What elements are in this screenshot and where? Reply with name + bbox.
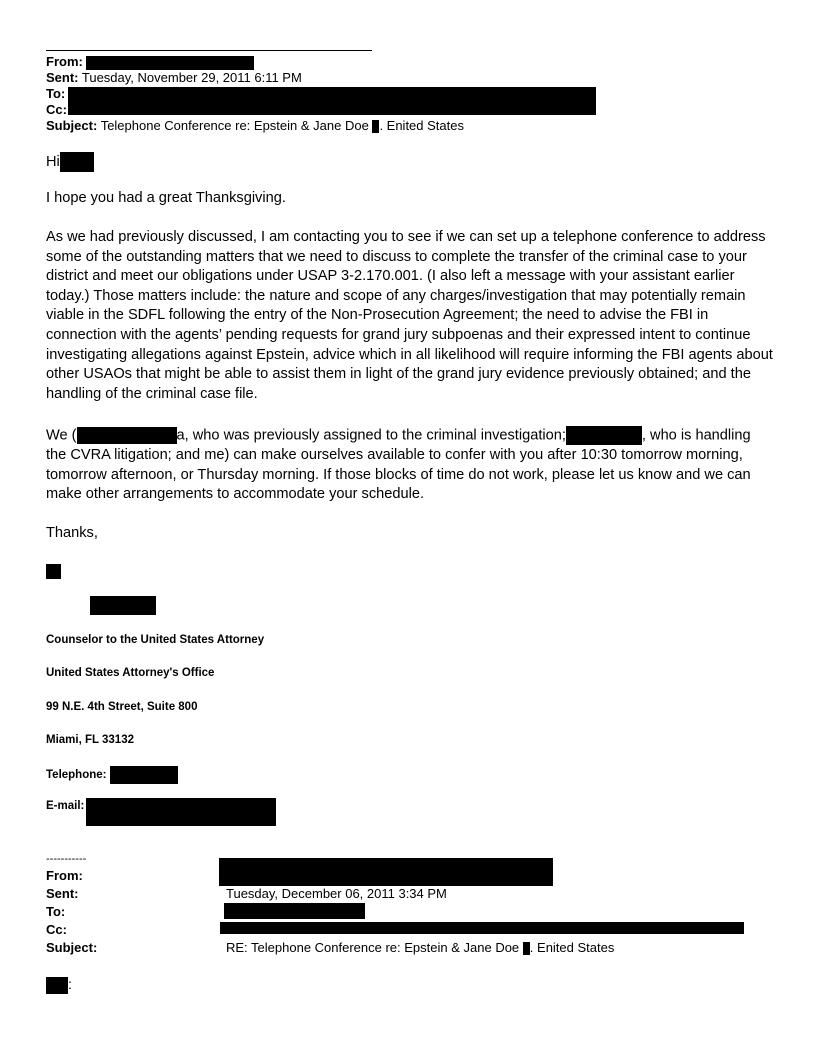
- signature-email: E-mail:: [46, 800, 85, 812]
- redaction: [86, 56, 254, 70]
- signature-title: Counselor to the United States Attorney: [46, 634, 265, 646]
- redaction: [60, 152, 94, 172]
- redaction: [224, 903, 365, 919]
- redaction: [90, 596, 156, 615]
- subject-text: RE: Telephone Conference re: Epstein & Jane Doe . Enited States: [226, 940, 615, 955]
- subject-label: Subject:: [46, 118, 98, 133]
- redaction: [110, 766, 178, 784]
- subject-text: Telephone Conference re: Epstein & Jane Doe: [100, 118, 369, 133]
- subject-label: Subject:: [46, 940, 98, 955]
- sent-label: Sent:: [46, 886, 79, 901]
- email1-from-row: [46, 54, 254, 70]
- from-label: From:: [46, 54, 83, 69]
- paragraph-1: I hope you had a great Thanksgiving.: [46, 190, 286, 206]
- redaction: [68, 87, 596, 115]
- redaction: [86, 798, 276, 826]
- greeting: Hi: [46, 152, 774, 172]
- redaction: [220, 922, 744, 934]
- redaction: [46, 564, 61, 579]
- email1-sent-row: [46, 70, 302, 86]
- signature-city: Miami, FL 33132: [46, 734, 134, 746]
- from-label: From:: [46, 868, 83, 883]
- redaction: [219, 858, 553, 886]
- paragraph-2: As we had previously discussed, I am contacting you to see if we can set up a telephone conference to address some of the outstanding matters that we need to discuss to complete the transfer of the criminal case to your district and meet our obligations under USAP 3-2.170.001. (I also left a message with your assistant earlier today.) Those matters include: the nature and scope of any charges/investigation that may potentially remain viable in the SDFL following the entry of the Non-Prosecution Agreement; the need to advise the FBI in connection with the agents’ pending requests for grand jury subpoenas and their expressed intent to continue investigating allegations against Epstein, advice which in all likelihood will require informing the FBI agents about other USAOs that might be able to assist them in light of the grand jury evidence previously obtained; and the handling of the criminal case file.: [46, 229, 773, 402]
- cc-label: Cc:: [46, 922, 67, 937]
- email1-cc-row: [46, 102, 67, 118]
- sent-value: Tuesday, November 29, 2011 6:11 PM: [81, 70, 302, 85]
- header-rule: [46, 50, 372, 51]
- signature-telephone: Telephone:: [46, 766, 178, 784]
- sent-value: Tuesday, December 06, 2011 3:34 PM: [226, 886, 447, 901]
- redaction: [46, 977, 68, 994]
- to-label: To:: [46, 86, 66, 101]
- sent-label: Sent:: [46, 70, 79, 85]
- separator: -----------: [46, 853, 87, 865]
- email1-to-row: [46, 86, 65, 102]
- subject-text-tail: . Enited States: [379, 118, 464, 133]
- signature-address: 99 N.E. 4th Street, Suite 800: [46, 701, 198, 713]
- signature-office: United States Attorney's Office: [46, 667, 215, 679]
- redaction: [566, 426, 642, 445]
- paragraph-3: We ( a, who was previously assigned to the criminal investigation; , who is handling the CVRA litigation; and me) can make ourselves available to confer with you after 10:30 tomorrow morning, tomorrow afternoon, or Thursday morning. If those blocks of time do not work, please let us know and we can make other arrangements to accommodate your schedule.: [46, 427, 751, 503]
- to-label: To:: [46, 904, 66, 919]
- email1-subject-row: [46, 118, 464, 134]
- salutation: :: [46, 976, 72, 994]
- redaction: [523, 942, 530, 955]
- cc-label: Cc:: [46, 102, 67, 117]
- redaction: [77, 427, 177, 444]
- closing: Thanks,: [46, 525, 98, 541]
